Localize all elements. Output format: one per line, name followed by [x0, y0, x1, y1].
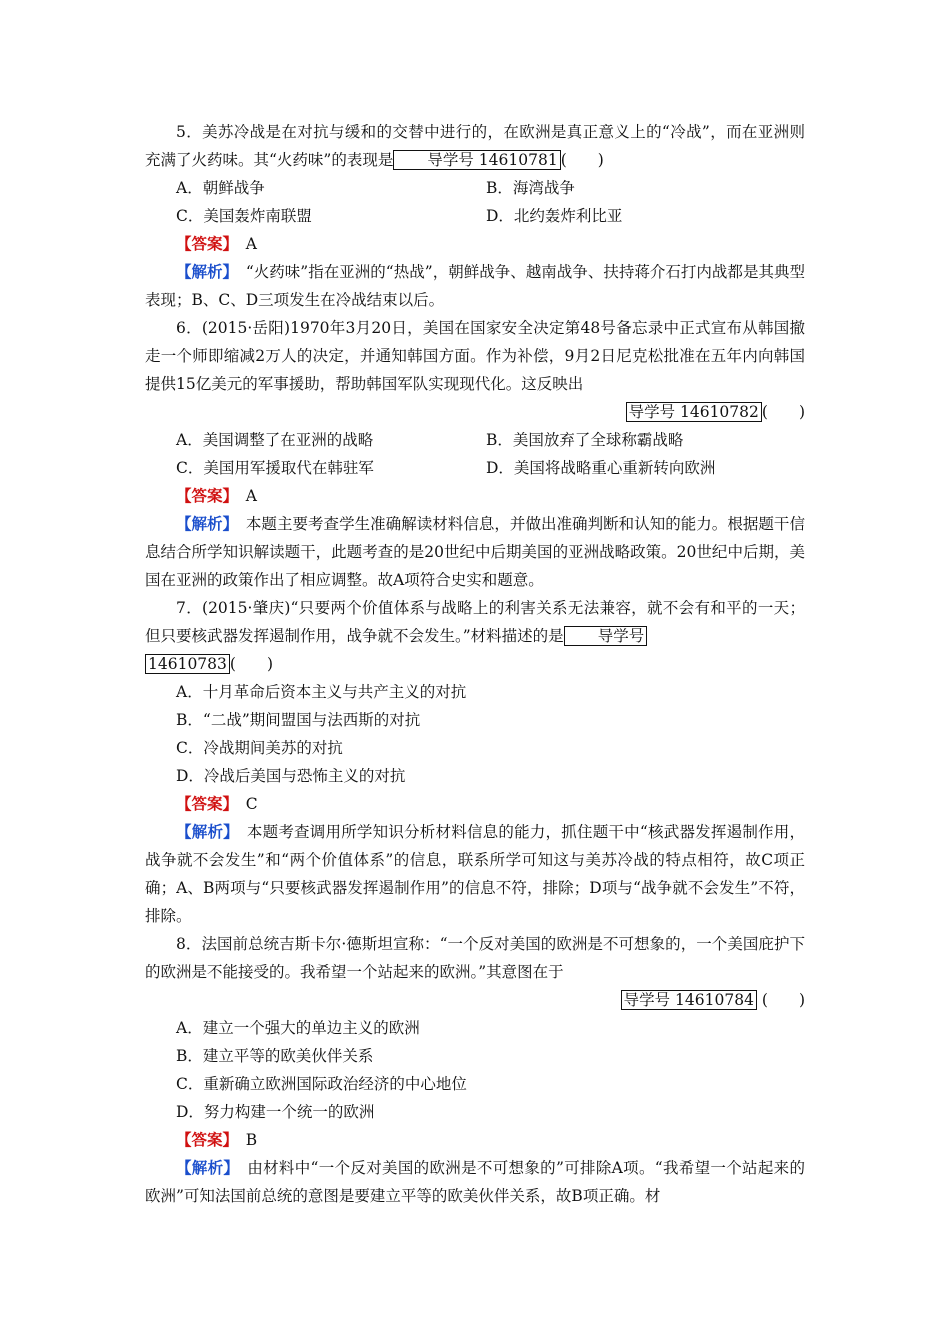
option-c: C．冷战期间美苏的对抗 [176, 739, 343, 757]
answer-tag: 【答案】 [176, 794, 231, 813]
option-d: D．美国将战略重心重新转向欧洲 [486, 459, 716, 477]
question-stem [145, 594, 805, 650]
answer-blank: ( ) [229, 655, 274, 673]
option-b: B．建立平等的欧美伙伴关系 [176, 1047, 374, 1065]
explanation-text: 本题考查调用所学知识分析材料信息的能力，抓住题干中“核武器发挥遏制作用，战争就不会发生”和“两个价值体系”的信息，联系所学可知这与美苏冷战的特点相符，故C项正确；A、B两项与“只要核武器发挥遏制作用”的信息不符，排除；D项与“战争就不会发生”不符，排除。 [145, 823, 805, 925]
answer-blank: ( ) [761, 403, 805, 421]
stem-text: 7．(2015·肇庆)“只要两个价值体系与战略上的利害关系无法兼容，就不会有和平的一天；但只要核武器发挥遏制作用，战争就不会发生。”材料描述的是 [145, 599, 805, 645]
guide-number-box: 导学号 [564, 626, 648, 646]
explanation-tag: 【解析】 [176, 262, 231, 281]
guide-number-box: 导学号 14610784 [621, 990, 757, 1010]
answer-line [145, 1126, 805, 1154]
answer-value: A [245, 487, 257, 505]
explanation-tag: 【解析】 [176, 514, 231, 533]
explanation [145, 1154, 805, 1210]
explanation [145, 510, 805, 594]
explanation-tag: 【解析】 [176, 1158, 232, 1177]
guide-line [145, 986, 805, 1014]
question-8 [145, 930, 805, 1210]
answer-blank: ( ) [560, 151, 604, 169]
option-c: C．美国用军援取代在韩驻军 [176, 459, 374, 477]
answer-blank: ( ) [761, 991, 805, 1009]
explanation-text: 由材料中“一个反对美国的欧洲是不可想象的”可排除A项。“我希望一个站起来的欧洲”可知法国前总统的意图是要建立平等的欧美伙伴关系，故B项正确。材 [145, 1159, 805, 1205]
question-5 [145, 118, 805, 314]
question-7 [145, 594, 805, 930]
answer-value: B [245, 1131, 258, 1149]
explanation [145, 818, 805, 930]
option-row [145, 426, 805, 454]
guide-number-box: 导学号 14610782 [626, 402, 762, 422]
option-row [145, 454, 805, 482]
answer-value: C [245, 795, 258, 813]
explanation-text: 本题主要考查学生准确解读材料信息，并做出准确判断和认知的能力。根据题干信息结合所学知识解读题干，此题考查的是20世纪中后期美国的亚洲战略政策。20世纪中后期，美国在亚洲的政策作出了相应调整。故A项符合史实和题意。 [145, 515, 805, 589]
option-b: B．美国放弃了全球称霸战略 [486, 431, 684, 449]
question-stem [145, 118, 805, 174]
option-b: B．“二战”期间盟国与法西斯的对抗 [176, 711, 421, 729]
answer-tag: 【答案】 [176, 234, 231, 253]
document-page [145, 118, 805, 1210]
guide-number-box: 导学号 14610781 [393, 150, 560, 170]
option-a: A．美国调整了在亚洲的战略 [176, 431, 374, 449]
explanation-text: “火药味”指在亚洲的“热战”，朝鲜战争、越南战争、扶持蒋介石打内战都是其典型表现；B、C、D三项发生在冷战结束以后。 [145, 263, 805, 309]
answer-line [145, 482, 805, 510]
option-d: D．努力构建一个统一的欧洲 [176, 1103, 375, 1121]
guide-number-box: 14610783 [145, 654, 230, 674]
answer-line [145, 230, 805, 258]
option-d: D．北约轰炸利比亚 [486, 207, 623, 225]
option-d: D．冷战后美国与恐怖主义的对抗 [176, 767, 406, 785]
question-stem: 6．(2015·岳阳)1970年3月20日，美国在国家安全决定第48号备忘录中正式宣布从韩国撤走一个师即缩减2万人的决定，并通知韩国方面。作为补偿，9月2日尼克松批准在五年内向韩国提供15亿美元的军事援助，帮助韩国军队实现现代化。这反映出 [145, 319, 805, 393]
option-a: A．十月革命后资本主义与共产主义的对抗 [176, 683, 467, 701]
option-a: A．建立一个强大的单边主义的欧洲 [176, 1019, 420, 1037]
option-c: C．美国轰炸南联盟 [176, 207, 312, 225]
option-a: A．朝鲜战争 [176, 179, 265, 197]
answer-tag: 【答案】 [176, 1130, 231, 1149]
stem-text: 5．美苏冷战是在对抗与缓和的交替中进行的，在欧洲是真正意义上的“冷战”，而在亚洲则充满了火药味。其“火药味”的表现是 [145, 123, 805, 169]
guide-line [145, 398, 805, 426]
answer-line [145, 790, 805, 818]
option-b: B．海湾战争 [486, 179, 575, 197]
guide-line [145, 650, 805, 678]
question-stem: 8．法国前总统吉斯卡尔·德斯坦宣称：“一个反对美国的欧洲是不可想象的，一个美国庇护下的欧洲是不能接受的。我希望一个站起来的欧洲。”其意图在于 [145, 935, 805, 981]
explanation [145, 258, 805, 314]
option-row [145, 202, 805, 230]
question-6 [145, 314, 805, 594]
explanation-tag: 【解析】 [176, 822, 232, 841]
option-c: C．重新确立欧洲国际政治经济的中心地位 [176, 1075, 467, 1093]
answer-value: A [245, 235, 257, 253]
answer-tag: 【答案】 [176, 486, 231, 505]
option-row [145, 174, 805, 202]
